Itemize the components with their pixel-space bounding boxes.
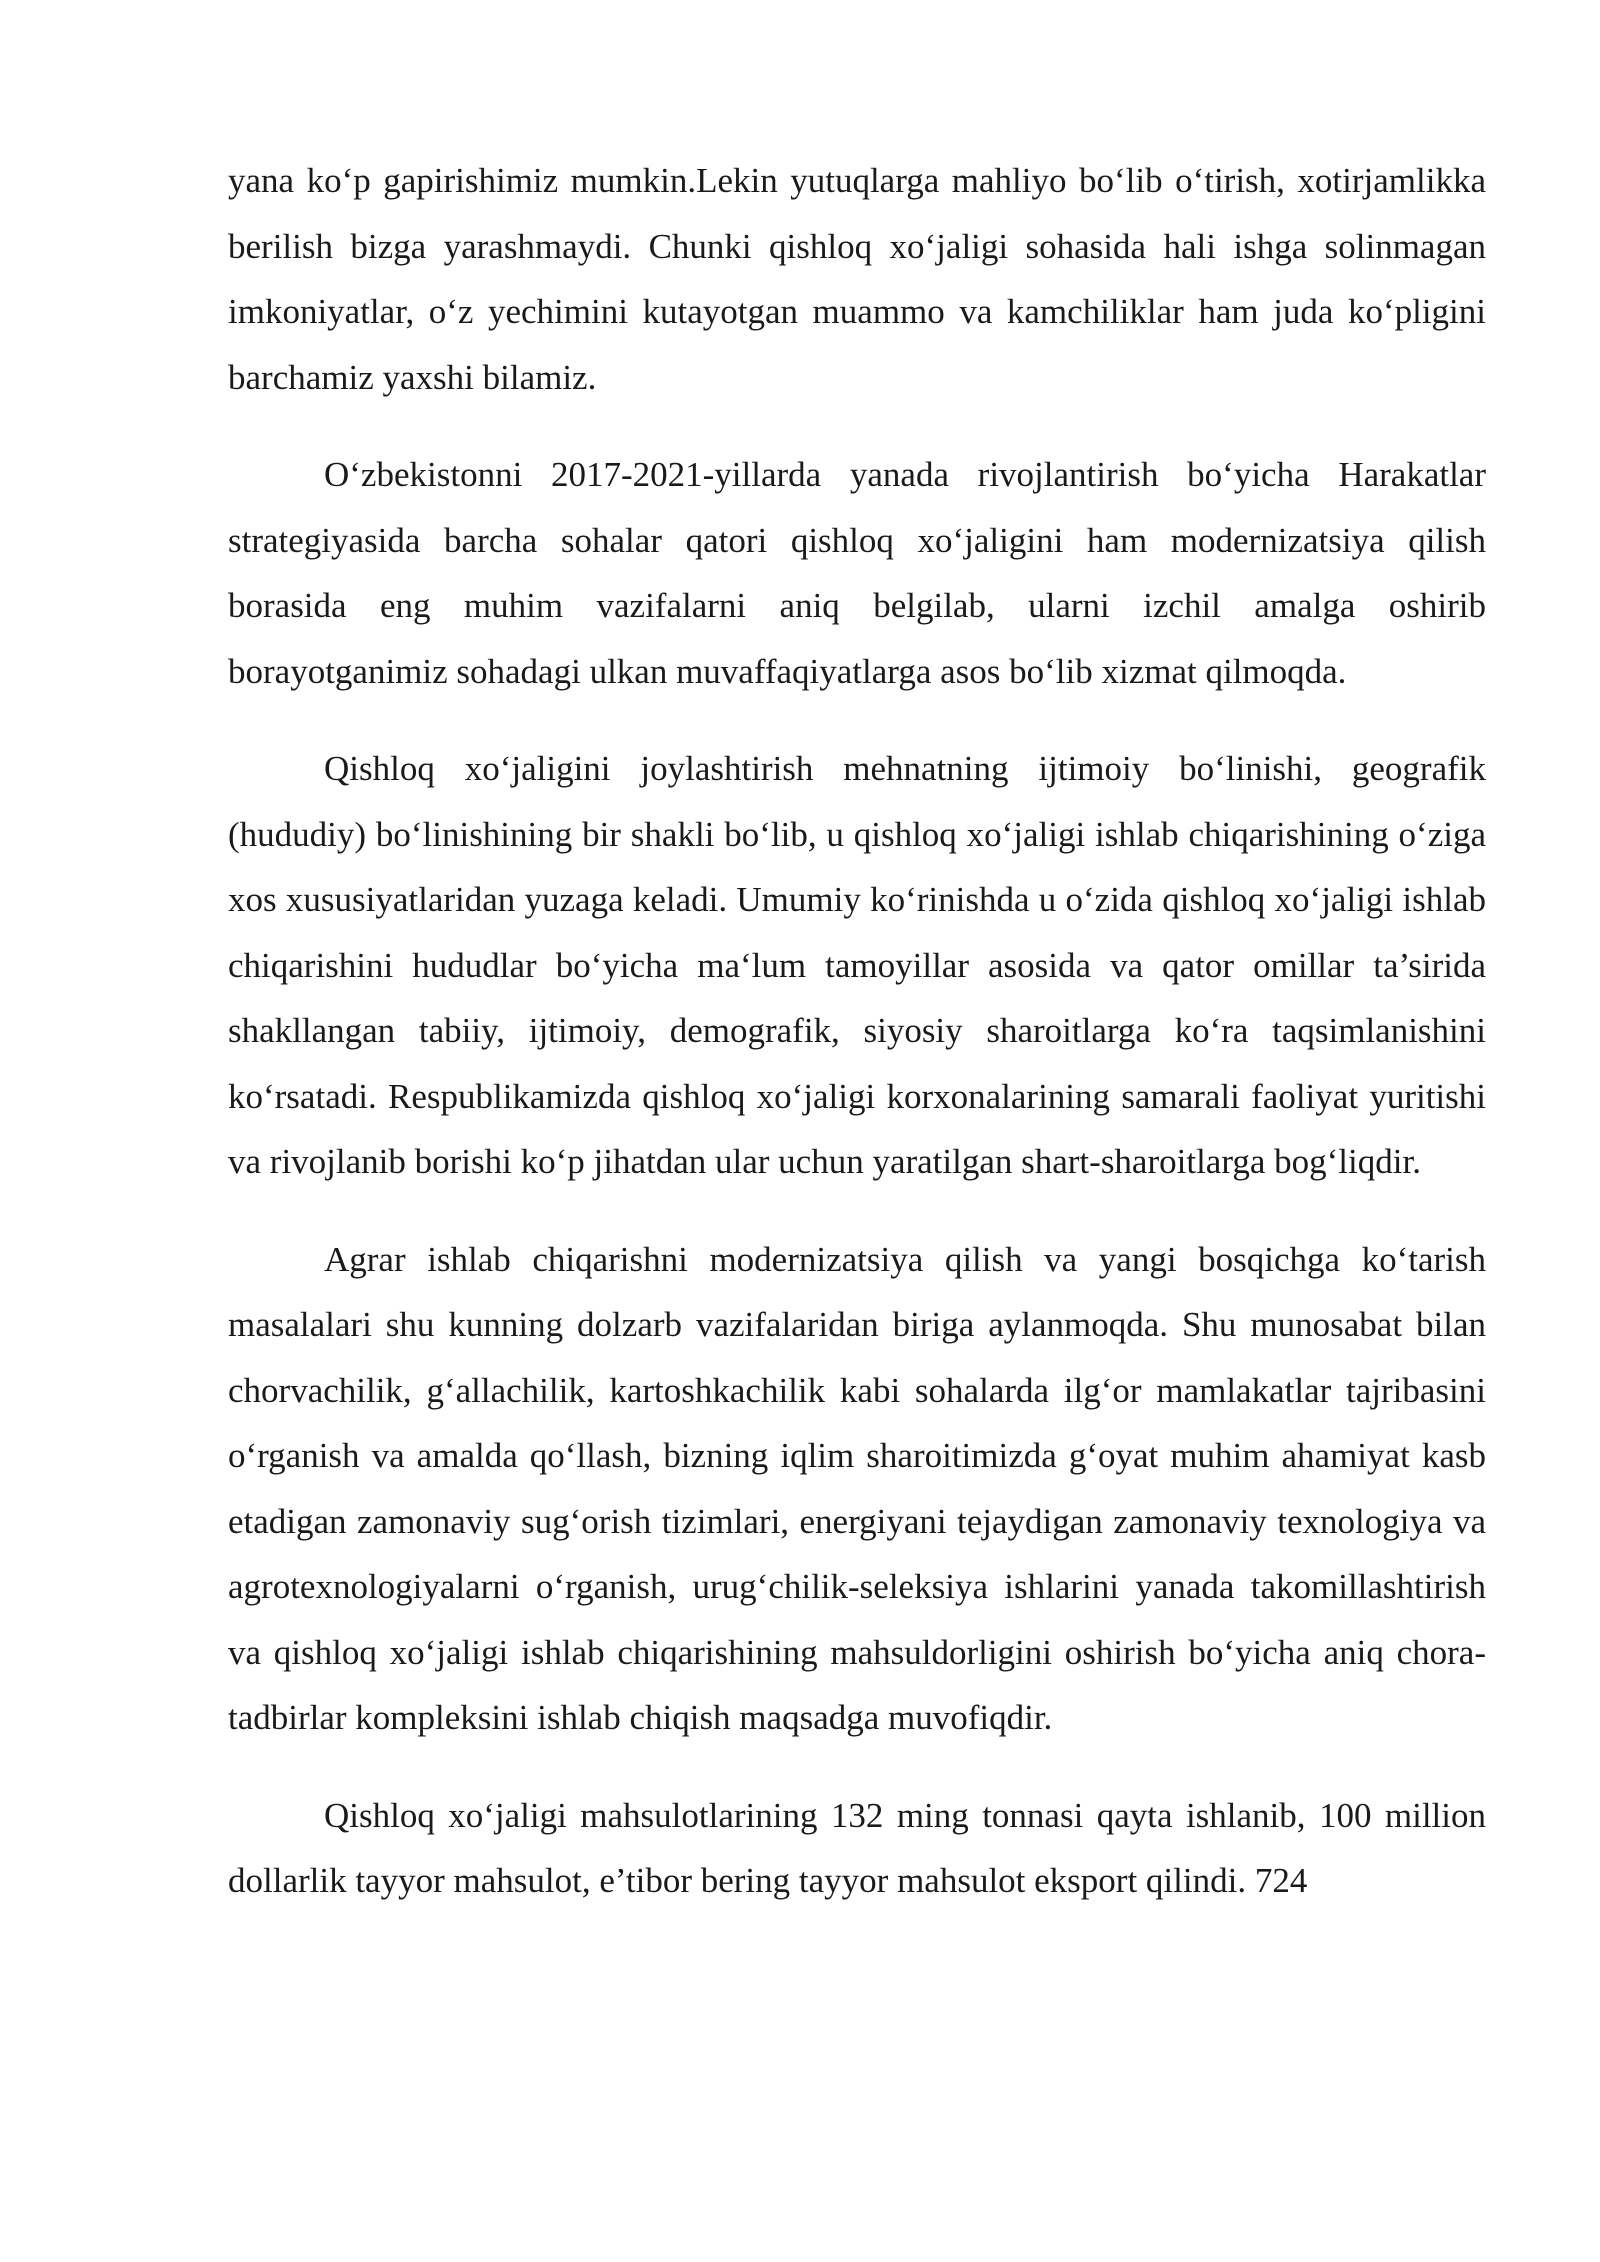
paragraph-agriculture-placement: Qishloq xo‘jaligini joylashtirish mehnatning ijtimoiy bo‘linishi, geografik (hududiy) bo‘linishining bir shakli bo‘lib, u qishloq xo‘jaligi ishlab chiqarishining o‘ziga xos xususiyatlaridan yuzaga keladi. Umumiy ko‘rinishda u o‘zida qishloq xo‘jaligi ishlab chiqarishini hududlar bo‘yicha ma‘lum tamoyillar asosida va qator omillar ta’sirida shakllangan tabiiy, ijtimoiy, demografik, siyosiy sharoitlarga ko‘ra taqsimlanishini ko‘rsatadi. Respublikamizda qishloq xo‘jaligi korxonalarining samarali faoliyat yuritishi va rivojlanib borishi ko‘p jihatdan ular uchun yaratilgan shart-sharoitlarga bog‘liqdir.: [228, 749, 1486, 1181]
paragraph-action-strategy: O‘zbekistonni 2017-2021-yillarda yanada rivojlantirish bo‘yicha Harakatlar strategiyasida barcha sohalar qatori qishloq xo‘jaligini ham modernizatsiya qilish borasida eng muhim vazifalarni aniq belgilab, ularni izchil amalga oshirib borayotganimiz sohadagi ulkan muvaffaqiyatlarga asos bo‘lib xizmat qilmoqda.: [228, 455, 1486, 691]
paragraph-continuation: yana ko‘p gapirishimiz mumkin.Lekin yutuqlarga mahliyo bo‘lib o‘tirish, xotirjamlikka berilish bizga yarashmaydi. Chunki qishloq xo‘jaligi sohasida hali ishga solinmagan imkoniyatlar, o‘z yechimini kutayotgan muammo va kamchiliklar ham juda ko‘pligini barchamiz yaxshi bilamiz.: [228, 161, 1486, 397]
paragraph-agrarian-modernization: Agrar ishlab chiqarishni modernizatsiya qilish va yangi bosqichga ko‘tarish masalalari shu kunning dolzarb vazifalaridan biriga aylanmoqda. Shu munosabat bilan chorvachilik, g‘allachilik, kartoshkachilik kabi sohalarda ilg‘or mamlakatlar tajribasini o‘rganish va amalda qo‘llash, bizning iqlim sharoitimizda g‘oyat muhim ahamiyat kasb etadigan zamonaviy sug‘orish tizimlari, energiyani tejaydigan zamonaviy texnologiya va agrotexnologiyalarni o‘rganish, urug‘chilik-seleksiya ishlarini yanada takomillashtirish va qishloq xo‘jaligi ishlab chiqarishining mahsuldorligini oshirish bo‘yicha aniq chora-tadbirlar kompleksini ishlab chiqish maqsadga muvofiqdir.: [228, 1239, 1486, 1737]
document-body: [228, 148, 1486, 1946]
paragraph-export-figures: Qishloq xo‘jaligi mahsulotlarining 132 ming tonnasi qayta ishlanib, 100 million dollarlik tayyor mahsulot, e’tibor bering tayyor mahsulot eksport qilindi. 724: [228, 1795, 1486, 1900]
